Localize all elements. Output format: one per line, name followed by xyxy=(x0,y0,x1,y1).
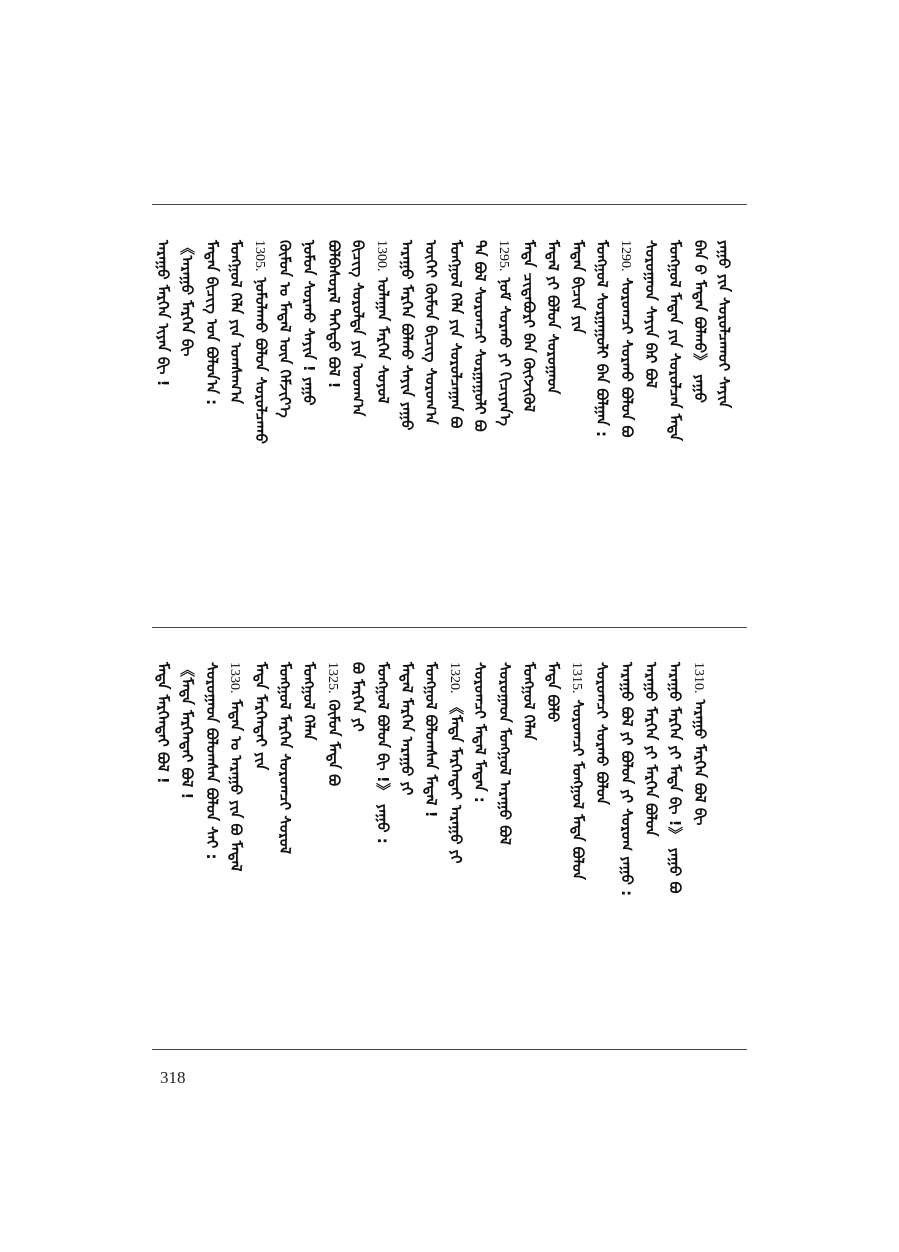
mongolian-text: ᠮᠣᠩᠭᠣᠯ ᠬᠡᠯᠡᠨ xyxy=(300,662,319,741)
verse-line xyxy=(323,662,345,922)
verse-line-text xyxy=(225,240,247,500)
verse-line xyxy=(420,240,442,500)
verse-line xyxy=(591,662,613,922)
mongolian-text: ᠪᠢᠴᠢᠭ ᠰᠤᠷᠤᠯᠲᠠ ᠶᠢᠨ ᠤᠳᠬ᠎ᠠ xyxy=(349,240,368,417)
verse-line-text xyxy=(323,662,345,922)
line-number: 1305. xyxy=(251,240,267,272)
verse-line-text xyxy=(225,662,247,922)
verse-line xyxy=(542,240,564,500)
verse-block-1 xyxy=(152,240,747,500)
verse-line xyxy=(664,240,686,500)
verse-line xyxy=(250,240,272,500)
mongolian-text: ᠮᠡᠳᠡ ᠪᠣᠯᠣ xyxy=(544,662,563,723)
line-number: 1310. xyxy=(690,662,706,694)
verse-line-text xyxy=(152,662,174,922)
mongolian-text: ᠮᠡᠳᠡᠨ ᠪᠢᠴᠢᠨ ᠶᠢᠨ xyxy=(568,240,587,334)
verse-line-text xyxy=(372,240,394,500)
mongolian-text: ᠬᠦᠮᠦᠨ ᠮᠡᠳᠡ ᠪᠣ xyxy=(324,699,343,787)
verse-line xyxy=(689,240,711,500)
verse-line-text xyxy=(664,662,686,922)
line-number: 1320. xyxy=(446,662,462,694)
mongolian-text: 《ᠠᠷᠠᠭᠤ ᠮᠡᠷᠭᠡᠨ ᠪᠢ xyxy=(178,240,197,357)
mongolian-text: ᠤᠯᠠᠭᠠᠨ ᠮᠡᠷᠭᠡᠨ ᠰᠣᠶᠣᠯ xyxy=(373,277,392,404)
mongolian-text: ᠰᠤᠷᠤᠭᠴᠢ ᠮᠡᠳᠡᠯ ᠮᠡᠳᠡᠨ : xyxy=(471,662,490,803)
line-number: 1300. xyxy=(373,240,389,272)
mongolian-text: ᠰᠤᠷᠤᠭᠴᠢ ᠰᠤᠷᠬᠤ ᠪᠣᠯᠣᠨ xyxy=(593,662,612,805)
verse-line-text xyxy=(542,240,564,500)
verse-line-text xyxy=(176,240,198,500)
verse-line xyxy=(201,662,223,922)
verse-line-text xyxy=(347,240,369,500)
mongolian-text: ᠠᠷᠠᠭᠤ ᠮᠡᠷᠭᠡᠨ ᠢᠶᠡᠨ ᠪᠢ ! xyxy=(154,240,172,387)
mongolian-text: ᠠᠷᠠᠭᠤ ᠮᠡᠷᠭᠡᠨ ᠪᠣᠯ ᠪᠢ xyxy=(690,699,709,826)
mongolian-text: ᠮᠣᠩᠭᠣᠯ ᠬᠡᠯᠡ ᠶᠢᠨ ᠤᠭᠰᠠᠭ᠎ᠠ xyxy=(227,240,246,404)
verse-line-text xyxy=(250,662,272,922)
verse-line-text xyxy=(591,240,613,500)
verse-line xyxy=(225,240,247,500)
verse-line-text xyxy=(445,240,467,500)
line-number: 1295. xyxy=(495,240,511,272)
mongolian-text: ᠰᠤᠷᠤᠭᠴᠢ ᠮᠣᠩᠭᠣᠯ ᠮᠡᠳᠡ ᠪᠣᠯᠣᠨ xyxy=(568,699,587,880)
mongolian-text: ᠮᠡᠳᠡᠨ ᠤ ᠠᠷᠠᠭᠤ ᠶᠢᠨ ᠪᠣ ᠮᠡᠳᠡᠯ xyxy=(227,699,246,872)
mongolian-text: ᠮᠡᠳᠡᠯ ᠮᠡᠷᠭᠡᠨ ᠠᠷᠠᠭᠤ ᠶᠢ xyxy=(398,662,416,796)
verse-line xyxy=(518,662,540,922)
verse-line xyxy=(274,240,296,500)
verse-line xyxy=(542,662,564,922)
mongolian-text: ᠰᠤᠷᠤᠭᠠᠳ ᠰᠠᠶᠢᠨ ᠪᠠᠷ ᠪᠣᠯ xyxy=(642,240,660,389)
verse-line xyxy=(298,240,320,500)
verse-line xyxy=(518,240,540,500)
verse-line xyxy=(372,240,394,500)
verse-line xyxy=(567,240,589,500)
mongolian-text: 《ᠮᠡᠳᠡ ᠮᠡᠷᠭᠡᠨᠲᠡᠢ ᠠᠷᠠᠭᠤ ᠶᠢ xyxy=(446,699,465,864)
mongolian-text: ᠠᠷᠠᠭᠤ ᠪᠣᠯ ᠶᠢ ᠪᠣᠯᠣᠨ ᠶᠢ ᠰᠤᠷᠤᠭ ᠶᠠᠭᠤ : xyxy=(617,662,636,897)
mongolian-text: ᠮᠣᠩᠭᠣᠯ ᠮᠡᠳᠡᠨ ᠶᠢᠨ ᠰᠤᠷᠤᠯᠴᠠᠨ ᠮᠡᠳᠡ xyxy=(666,240,685,441)
mongolian-text: 《ᠮᠡᠳᠡ ᠮᠡᠷᠭᠡᠨᠲᠡᠢ ᠪᠣᠯ ! xyxy=(178,662,197,800)
verse-line xyxy=(689,662,711,922)
verse-line-text xyxy=(713,240,735,500)
verse-line-text xyxy=(542,662,564,922)
mongolian-text: ᠨᠣᠮᠣᠨ ᠰᠤᠷᠬᠤ ᠰᠠᠶᠢᠨ ! ᠶᠠᠭᠤ xyxy=(300,240,319,406)
mongolian-text: ᠮᠡᠳᠡ ᠮᠡᠷᠭᠡᠨᠲᠡᠢ ᠪᠣᠯ ! xyxy=(154,662,172,784)
mongolian-text: ᠮᠣᠩᠭᠣᠯ ᠬᠡᠯᠡ ᠶᠢᠨ ᠰᠤᠷᠤᠯᠴᠠᠭᠠᠨ ᠪᠣ xyxy=(446,240,465,429)
verse-line xyxy=(616,662,638,922)
mongolian-text: ᠮᠡᠳᠡᠯ ᠶᠢ ᠪᠣᠯᠣᠨ ᠰᠤᠷᠤᠭᠠᠳ xyxy=(544,240,563,395)
mongolian-text: ᠪᠠᠨ ᠪ ᠮᠡᠳᠡᠨ ᠪᠣᠯᠬᠤ》 ᠶᠠᠭᠤ xyxy=(690,240,709,403)
verse-block-2 xyxy=(152,662,747,922)
verse-line-text xyxy=(616,240,638,500)
verse-line xyxy=(274,662,296,922)
mongolian-text: ᠰᠤᠷᠤᠭᠠᠳ ᠪᠣᠯᠤᠭᠰᠠᠨ ᠪᠣᠯᠣᠨ ᠰᠠᠶ : xyxy=(202,662,221,860)
verse-line-text xyxy=(201,240,223,500)
verse-line xyxy=(494,240,516,500)
verse-line-text xyxy=(152,240,174,500)
verse-line xyxy=(445,240,467,500)
verse-line xyxy=(664,662,686,922)
verse-line-text xyxy=(347,662,369,922)
mongolian-text: ᠮᠣᠩᠭᠣᠯ ᠰᠤᠷᠭᠠᠭᠤᠯᠢ ᠪᠠᠨ ᠪᠣᠯᠭᠠᠨ : xyxy=(593,240,612,438)
verse-line xyxy=(396,240,418,500)
verse-line-text xyxy=(250,240,272,500)
line-number: 1330. xyxy=(227,662,243,694)
verse-line-text xyxy=(469,662,491,922)
mongolian-text: ᠲᠡ ᠪᠣᠯ ᠰᠤᠷᠤᠭᠴᠢ ᠰᠤᠷᠭᠠᠭᠤᠯᠢ ᠪᠣ xyxy=(471,240,490,432)
verse-line-text xyxy=(591,662,613,922)
verse-line xyxy=(176,662,198,922)
verse-line xyxy=(152,662,174,922)
verse-line-text xyxy=(640,240,662,500)
verse-line-text xyxy=(396,240,418,500)
mongolian-text: ᠮᠣᠩᠭᠣᠯ ᠪᠣᠯᠣᠨ ᠪᠢ !》 ᠶᠠᠭᠤ : xyxy=(373,662,392,844)
verse-line xyxy=(616,240,638,500)
verse-line-text xyxy=(469,240,491,500)
verse-line-text xyxy=(567,240,589,500)
mongolian-text: ᠨᠣᠮ ᠰᠤᠷᠬᠤ ᠶᠢ ᠬᠢᠴᠢᠶᠡᠨ᠎ᠡ xyxy=(495,277,514,427)
verse-line xyxy=(469,240,491,500)
verse-line xyxy=(469,662,491,922)
verse-line xyxy=(494,662,516,922)
verse-line-text xyxy=(298,240,320,500)
verse-line-text xyxy=(689,662,711,922)
verse-line-text xyxy=(298,662,320,922)
mongolian-text: ᠨᠣᠮᠣᠯᠠᠬᠤ ᠪᠣᠯᠣᠨ ᠰᠤᠷᠤᠯᠴᠠᠬᠤ xyxy=(251,277,270,444)
top-rule xyxy=(152,204,747,205)
verse-line-text xyxy=(494,662,516,922)
verse-line xyxy=(323,240,345,500)
page-number: 318 xyxy=(160,1068,186,1087)
middle-rule xyxy=(152,627,747,628)
verse-line xyxy=(567,662,589,922)
verse-line-text xyxy=(518,240,540,500)
verse-line xyxy=(640,662,662,922)
mongolian-text: ᠬᠦᠮᠦᠨ ᠤ ᠮᠡᠳᠡᠯ ᠦᠨ ᠬᠡᠮᠵᠢᠶ᠎ᠡ xyxy=(276,240,294,418)
verse-line-text xyxy=(567,662,589,922)
mongolian-text: ᠮᠣᠩᠭᠣᠯ ᠬᠡᠯᠡᠨ xyxy=(520,662,538,741)
mongolian-text: ᠮᠣᠩᠭᠣᠯ ᠮᠡᠷᠭᠡᠨ ᠰᠤᠷᠤᠭᠴᠢ ᠰᠤᠷᠤᠯ xyxy=(276,662,294,854)
mongolian-text: ᠮᠡᠳᠡ ᠴᠢᠳᠠᠪᠤᠷᠢ ᠪᠠᠨ ᠬᠥᠭᠵᠢᠭᠦᠯ xyxy=(520,240,538,413)
verse-line-text xyxy=(372,662,394,922)
verse-line-text xyxy=(396,662,418,922)
verse-line-text xyxy=(494,240,516,500)
bottom-rule xyxy=(152,1049,747,1050)
mongolian-text: ᠮᠡᠳᠡᠨ ᠪᠢᠴᠢᠭ ᠤᠨ ᠪᠣᠯᠣᠨ᠎ᠠ : xyxy=(202,240,221,406)
verse-line-text xyxy=(274,240,296,500)
verse-line xyxy=(396,662,418,922)
verse-line-text xyxy=(420,240,442,500)
verse-line xyxy=(372,662,394,922)
verse-line xyxy=(347,240,369,500)
verse-line-text xyxy=(420,662,442,922)
verse-line xyxy=(298,662,320,922)
mongolian-text: ᠪᠣ ᠮᠡᠷᠭᠡᠨ ᠶᠢ xyxy=(349,662,368,732)
mongolian-text: ᠠᠷᠠᠭᠤ ᠮᠡᠷᠭᠡᠨ ᠪᠣᠯᠬᠤ ᠰᠠᠶᠢᠨ ᠶᠠᠭᠤ xyxy=(398,240,416,431)
verse-line-text xyxy=(518,662,540,922)
mongolian-text: ᠰᠤᠷᠤᠭᠠᠳ ᠮᠣᠩᠭᠣᠯ ᠠᠷᠠᠭᠤ ᠪᠣᠯ xyxy=(495,662,514,845)
mongolian-text: ᠰᠤᠷᠤᠭᠴᠢ ᠰᠤᠷᠬᠤ ᠪᠣᠯᠤᠨ ᠪᠣ xyxy=(617,277,636,438)
verse-line-text xyxy=(616,662,638,922)
verse-line xyxy=(176,240,198,500)
mongolian-text: ᠮᠡᠳᠡ ᠮᠡᠷᠭᠡᠨᠲᠡᠢ ᠶᠢᠨ xyxy=(251,662,270,771)
verse-line-text xyxy=(201,662,223,922)
verse-line xyxy=(420,662,442,922)
verse-line-text xyxy=(176,662,198,922)
mongolian-text: ᠪᠣᠯᠪᠠᠰᠤᠷᠠᠯ ᠳᠡᠭᠡᠳᠦ ᠪᠣᠯ ! xyxy=(324,240,343,389)
verse-line-text xyxy=(664,240,686,500)
verse-line xyxy=(201,240,223,500)
verse-line-text xyxy=(323,240,345,500)
verse-line-text xyxy=(445,662,467,922)
mongolian-text: ᠶᠠᠭᠤ ᠶᠢᠨ ᠰᠤᠷᠤᠯᠴᠠᠬᠤᠢ ᠰᠠᠶᠢᠨ xyxy=(715,240,734,409)
verse-line xyxy=(250,662,272,922)
mongolian-text: ᠠᠷᠠᠭᠤ ᠮᠡᠷᠭᠡᠨ ᠶᠢ ᠮᠡᠷᠭᠡᠨ ᠪᠣᠯᠣᠨ xyxy=(642,662,660,837)
mongolian-text: ᠮᠣᠩᠭᠣᠯ ᠪᠣᠯᠣᠭᠰᠠᠨ ᠮᠡᠳᠡᠯ ! xyxy=(422,662,441,818)
verse-line xyxy=(713,240,735,500)
verse-line xyxy=(445,662,467,922)
verse-line xyxy=(152,240,174,500)
verse-line-text xyxy=(689,240,711,500)
line-number: 1290. xyxy=(617,240,633,272)
mongolian-text: ᠦᠭᠡᠢ ᠬᠦᠮᠦᠨ ᠪᠢᠴᠢᠭ ᠰᠤᠷᠤᠭ᠎ᠠ xyxy=(422,240,441,425)
verse-line xyxy=(591,240,613,500)
verse-line xyxy=(640,240,662,500)
verse-line xyxy=(225,662,247,922)
verse-line-text xyxy=(274,662,296,922)
verse-line xyxy=(347,662,369,922)
line-number: 1325. xyxy=(324,662,340,694)
verse-line-text xyxy=(640,662,662,922)
line-number: 1315. xyxy=(568,662,584,694)
mongolian-text: ᠠᠷᠠᠭᠤ ᠮᠡᠷᠭᠡᠨ ᠶᠢ ᠮᠡᠳᠡ ᠪᠢ !》 ᠶᠠᠭᠤ ᠪᠣ xyxy=(666,662,685,894)
